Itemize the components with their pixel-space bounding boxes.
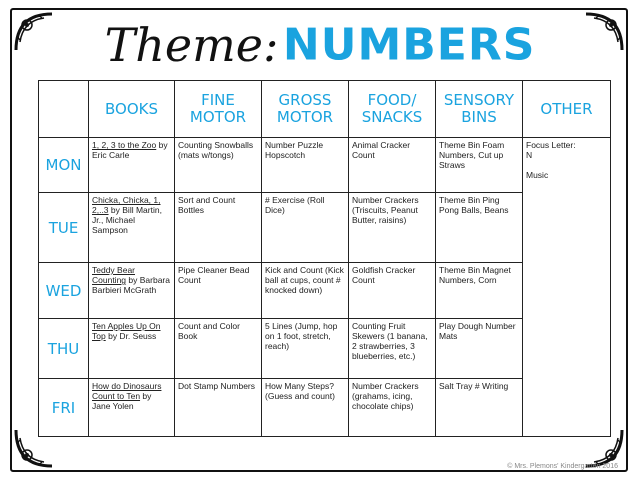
gross-motor-cell: How Many Steps? (Guess and count) [262,379,349,437]
books-cell [89,193,175,263]
day-label: THU [39,319,89,379]
book-title: Ten Apples Up On Top [92,321,161,341]
sensory-cell: Salt Tray # Writing [436,379,523,437]
gross-motor-cell: # Exercise (Roll Dice) [262,193,349,263]
book-author: by Bill Martin, Jr., Michael Sampson [92,205,162,235]
corner-cell [39,81,89,138]
sensory-cell: Play Dough Number Mats [436,319,523,379]
title-script: Theme: [104,18,279,72]
column-header: FINE MOTOR [175,81,262,138]
food-cell: Number Crackers (grahams, icing, chocolate chips) [349,379,436,437]
book-author: by Barbara Barbieri McGrath [92,275,170,295]
books-cell [89,379,175,437]
column-header: BOOKS [89,81,175,138]
gross-motor-cell: Kick and Count (Kick ball at cups, count # knocked down) [262,263,349,319]
column-header: FOOD/ SNACKS [349,81,436,138]
page-title [0,18,640,76]
food-cell: Animal Cracker Count [349,138,436,193]
other-music: Music [526,170,549,180]
book-author: by Dr. Seuss [108,331,157,341]
books-cell [89,263,175,319]
column-header: SENSORY BINS [436,81,523,138]
book-title: 1, 2, 3 to the Zoo [92,140,157,150]
food-cell: Number Crackers (Triscuits, Peanut Butter, raisins) [349,193,436,263]
day-label: MON [39,138,89,193]
title-theme: NUMBERS [282,19,536,71]
food-cell: Counting Fruit Skewers (1 banana, 2 strawberries, 3 blueberries, etc.) [349,319,436,379]
fine-motor-cell: Count and Color Book [175,319,262,379]
column-header: OTHER [523,81,611,138]
day-label: WED [39,263,89,319]
lesson-plan-table [38,80,611,437]
fine-motor-cell: Counting Snowballs (mats w/tongs) [175,138,262,193]
sensory-cell: Theme Bin Ping Pong Balls, Beans [436,193,523,263]
other-cell [523,138,611,437]
books-cell [89,138,175,193]
book-author: by Eric Carle [92,140,168,160]
day-label: TUE [39,193,89,263]
food-cell: Goldfish Cracker Count [349,263,436,319]
books-cell [89,319,175,379]
book-title: How do Dinosaurs Count to Ten [92,381,162,401]
copyright-footer: © Mrs. Plemons' Kindergarten 2016 [507,463,618,470]
gross-motor-cell: 5 Lines (Jump, hop on 1 foot, stretch, reach) [262,319,349,379]
book-title: Chicka, Chicka, 1, 2,..3 [92,195,161,215]
gross-motor-cell: Number Puzzle Hopscotch [262,138,349,193]
header-row [39,81,611,138]
fine-motor-cell: Pipe Cleaner Bead Count [175,263,262,319]
other-focus-letter: Focus Letter: N [526,140,576,160]
day-label: FRI [39,379,89,437]
column-header: GROSS MOTOR [262,81,349,138]
table-row [39,138,611,193]
book-author: by Jane Yolen [92,391,152,411]
fine-motor-cell: Dot Stamp Numbers [175,379,262,437]
fine-motor-cell: Sort and Count Bottles [175,193,262,263]
sensory-cell: Theme Bin Magnet Numbers, Corn [436,263,523,319]
sensory-cell: Theme Bin Foam Numbers, Cut up Straws [436,138,523,193]
book-title: Teddy Bear Counting [92,265,135,285]
